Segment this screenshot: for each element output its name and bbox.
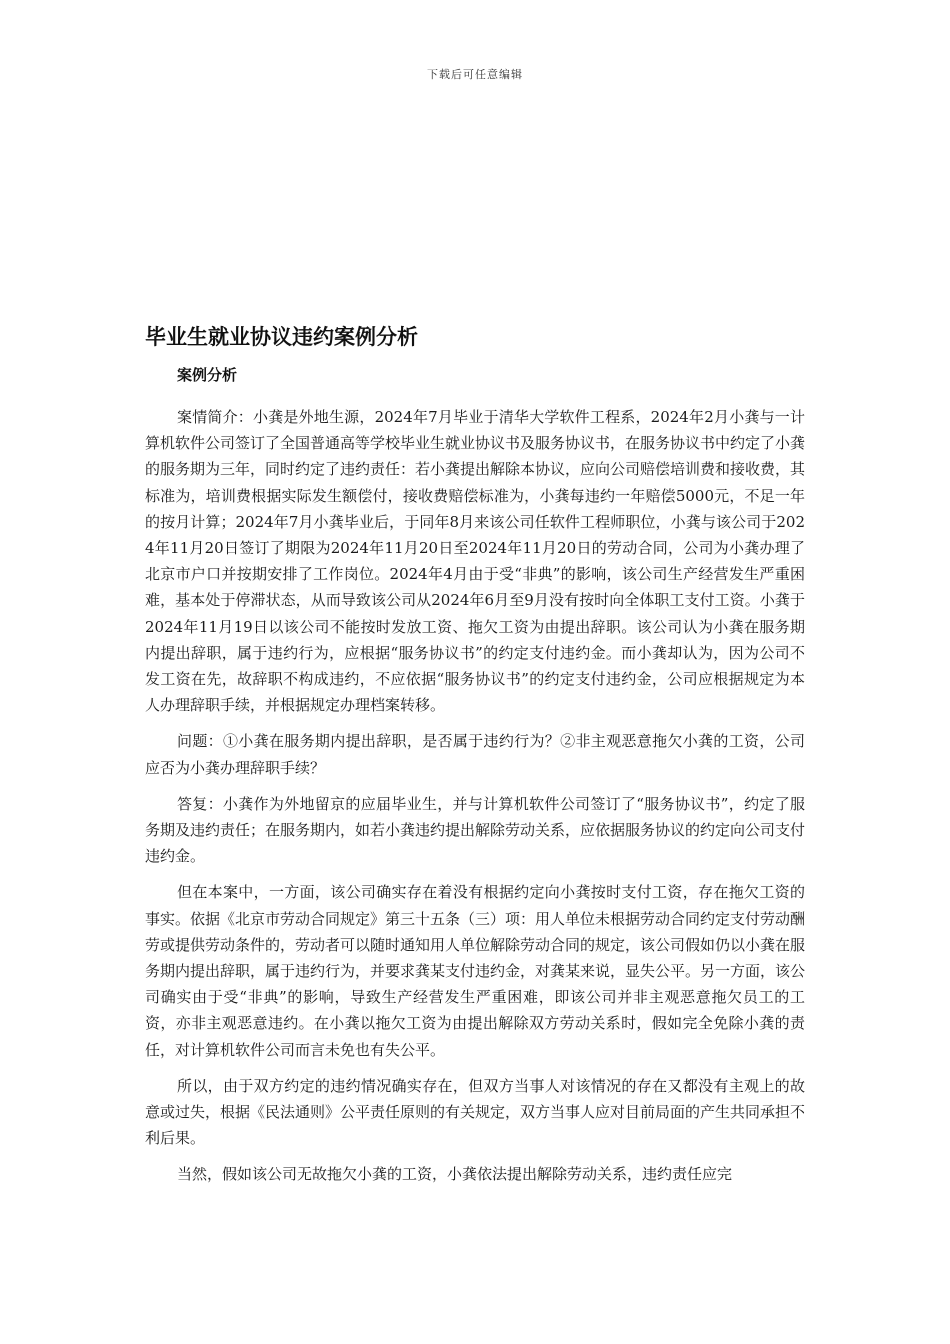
section-heading: 案例分析 xyxy=(177,366,238,384)
header-note: 下载后可任意编辑 xyxy=(427,68,523,81)
paragraph-questions: 问题：①小龚在服务期内提出辞职，是否属于违约行为？②非主观恶意拖欠小龚的工资，公司应否为小龚办理辞职手续？ xyxy=(145,732,805,777)
paragraph-continuation: 当然，假如该公司无故拖欠小龚的工资，小龚依法提出解除劳动关系，违约责任应完 xyxy=(177,1165,733,1184)
paragraph-case-summary: 案情简介：小龚是外地生源，2024年7月毕业于清华大学软件工程系，2024年2月小龚与一计算机软件公司签订了全国普通高等学校毕业生就业协议书及服务协议书，在服务协议书中约定了小龚的服务期为三年，同时约定了违约责任：若小龚提出解除本协议，应向公司赔偿培训费和接收费，其标准为，培训费根据实际发生额偿付，接收费赔偿标准为，小龚每违约一年赔偿5000元，不足一年的按月计算；2024年7月小龚毕业后，于同年8月来该公司任软件工程师职位，小龚与该公司于2024年11月20日签订了期限为2024年11月20日至2024年11月20日的劳动合同，公司为小龚办理了北京市户口并按期安排了工作岗位。2024年4月由于受“非典”的影响，该公司生产经营发生严重困难，基本处于停滞状态，从而导致该公司从2024年6月至9月没有按时向全体职工支付工资。小龚于2024年11月19日以该公司不能按时发放工资、拖欠工资为由提出辞职。该公司认为小龚在服务期内提出辞职，属于违约行为，应根据“服务协议书”的约定支付违约金。而小龚却认为，因为公司不发工资在先，故辞职不构成违约，不应依据“服务协议书”的约定支付违约金，公司应根据规定为本人办理辞职手续，并根据规定办理档案转移。 xyxy=(145,408,806,715)
document-title: 毕业生就业协议违约案例分析 xyxy=(145,325,418,349)
paragraph-conclusion: 所以，由于双方约定的违约情况确实存在，但双方当事人对该情况的存在又都没有主观上的故意或过失，根据《民法通则》公平责任原则的有关规定，双方当事人应对目前局面的产生共同承担不利后果。 xyxy=(145,1076,806,1148)
document-body xyxy=(145,320,805,1198)
paragraph-analysis: 但在本案中，一方面，该公司确实存在着没有根据约定向小龚按时支付工资，存在拖欠工资的事实。依据《北京市劳动合同规定》第三十五条（三）项：用人单位未根据劳动合同约定支付劳动酬劳或提供劳动条件的，劳动者可以随时通知用人单位解除劳动合同的规定，该公司假如仍以小龚在服务期内提出辞职，属于违约行为，并要求龚某支付违约金，对龚某来说，显失公平。另一方面，该公司确实由于受“非典”的影响，导致生产经营发生严重困难，即该公司并非主观恶意拖欠员工的工资，亦非主观恶意违约。在小龚以拖欠工资为由提出解除双方劳动关系时，假如完全免除小龚的责任，对计算机软件公司而言未免也有失公平。 xyxy=(145,883,806,1059)
paragraph-answer: 答复：小龚作为外地留京的应届毕业生，并与计算机软件公司签订了“服务协议书”，约定了服务期及违约责任；在服务期内，如若小龚违约提出解除劳动关系，应依据服务协议的约定向公司支付违约金。 xyxy=(145,794,806,866)
